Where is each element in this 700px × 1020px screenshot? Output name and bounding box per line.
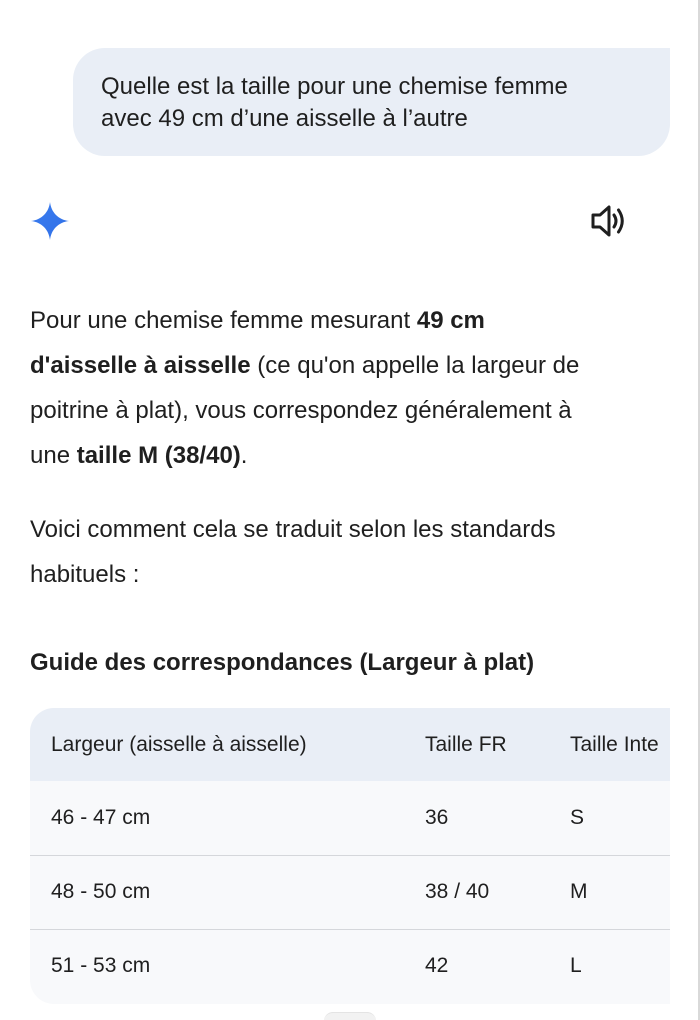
table-cell-size-fr: 38 / 40 bbox=[404, 855, 549, 929]
table-header-size-intl: Taille Inte bbox=[570, 732, 659, 756]
table-header-width: Largeur (aisselle à aisselle) bbox=[51, 732, 307, 756]
table-cell-width: 46 - 47 cm bbox=[30, 781, 404, 855]
intro-line-2: habituels : bbox=[30, 561, 140, 588]
table-row bbox=[30, 781, 670, 855]
answer-bold-armpit: d'aisselle à aisselle bbox=[30, 352, 251, 379]
gemini-sparkle-icon bbox=[30, 201, 70, 241]
size-table bbox=[30, 708, 670, 1003]
answer-text-1: Pour une chemise femme mesurant bbox=[30, 307, 417, 334]
table-cell-size-intl: S bbox=[549, 781, 670, 855]
bottom-sheet-handle[interactable] bbox=[324, 1012, 376, 1020]
table-cell-width: 48 - 50 cm bbox=[30, 855, 404, 929]
answer-line-3: poitrine à plat), vous correspondez généralement à bbox=[30, 397, 572, 424]
intro-paragraph bbox=[30, 507, 670, 597]
table-cell-size-intl: M bbox=[549, 855, 670, 929]
table-cell-width: 51 - 53 cm bbox=[51, 954, 151, 978]
table-header-row bbox=[30, 708, 670, 781]
intro-line-1: Voici comment cela se traduit selon les standards bbox=[30, 516, 556, 543]
answer-bold-measure: 49 cm bbox=[416, 307, 485, 334]
answer-line-1 bbox=[30, 298, 670, 343]
user-message-bubble bbox=[73, 48, 670, 156]
answer-text-4: une bbox=[30, 442, 77, 469]
table-row bbox=[30, 855, 670, 929]
table-row bbox=[30, 929, 670, 1003]
answer-line-2 bbox=[30, 343, 670, 388]
answer-line-4 bbox=[30, 433, 670, 478]
table-cell-size-intl: L bbox=[570, 954, 582, 978]
table-cell-size-fr: 42 bbox=[425, 954, 449, 978]
answer-bold-size: taille M (38/40) bbox=[76, 442, 241, 469]
section-title: Guide des correspondances (Largeur à plat) bbox=[30, 649, 535, 676]
table-cell-size-fr: 36 bbox=[404, 781, 549, 855]
user-message-line-2: avec 49 cm d’une aisselle à l’autre bbox=[101, 105, 468, 132]
size-table-container[interactable] bbox=[30, 708, 670, 1004]
answer-paragraph bbox=[30, 298, 670, 478]
user-message-line-1: Quelle est la taille pour une chemise femme bbox=[101, 73, 568, 100]
answer-text-5: . bbox=[240, 442, 248, 469]
answer-text-2: (ce qu'on appelle la largeur de bbox=[250, 352, 580, 379]
table-header-size-fr: Taille FR bbox=[425, 732, 507, 756]
speaker-icon[interactable] bbox=[590, 202, 630, 240]
